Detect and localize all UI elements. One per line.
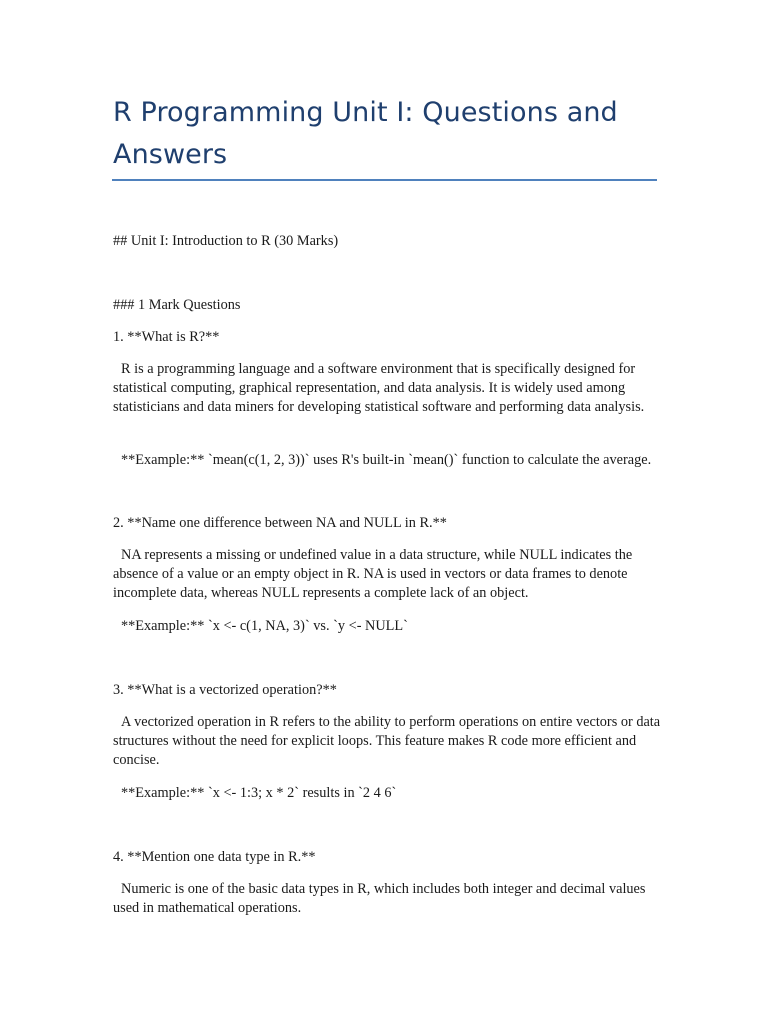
question-3-title: 3. **What is a vectorized operation?**: [113, 682, 337, 698]
question-2-answer: NA represents a missing or undefined value in a data structure, while NULL indicates the absence of a value or an empty object in R. NA is used in vectors or data frames to denote incomplete data, whereas NULL represents a complete lack of an object.: [113, 547, 633, 602]
question-2-title: 2. **Name one difference between NA and NULL in R.**: [113, 515, 447, 531]
question-1-title: 1. **What is R?**: [113, 329, 220, 345]
question-4-answer: Numeric is one of the basic data types in R, which includes both integer and decimal values used in mathematical operations.: [113, 881, 646, 917]
question-2-example: **Example:** `x <- c(1, NA, 3)` vs. `y <- NULL`: [121, 618, 408, 634]
section-heading: ### 1 Mark Questions: [113, 297, 241, 313]
question-3-example: **Example:** `x <- 1:3; x * 2` results in `2 4 6`: [121, 785, 397, 801]
question-3-answer: A vectorized operation in R refers to the ability to perform operations on entire vectors or data structures without the need for explicit loops. This feature makes R code more efficient and concise.: [113, 714, 661, 769]
question-4-title: 4. **Mention one data type in R.**: [113, 849, 316, 865]
question-1-answer: R is a programming language and a software environment that is specifically designed for statistical computing, graphical representation, and data analysis. It is widely used among statisticians and data miners for developing statistical software and performing data analysis.: [113, 361, 645, 416]
unit-heading: ## Unit I: Introduction to R (30 Marks): [113, 233, 339, 249]
question-1-example: **Example:** `mean(c(1, 2, 3))` uses R's built-in `mean()` function to calculate the average.: [121, 452, 652, 468]
document-title: R Programming Unit I: Questions and Answers: [113, 97, 618, 170]
title-underline-rule: [112, 179, 657, 181]
